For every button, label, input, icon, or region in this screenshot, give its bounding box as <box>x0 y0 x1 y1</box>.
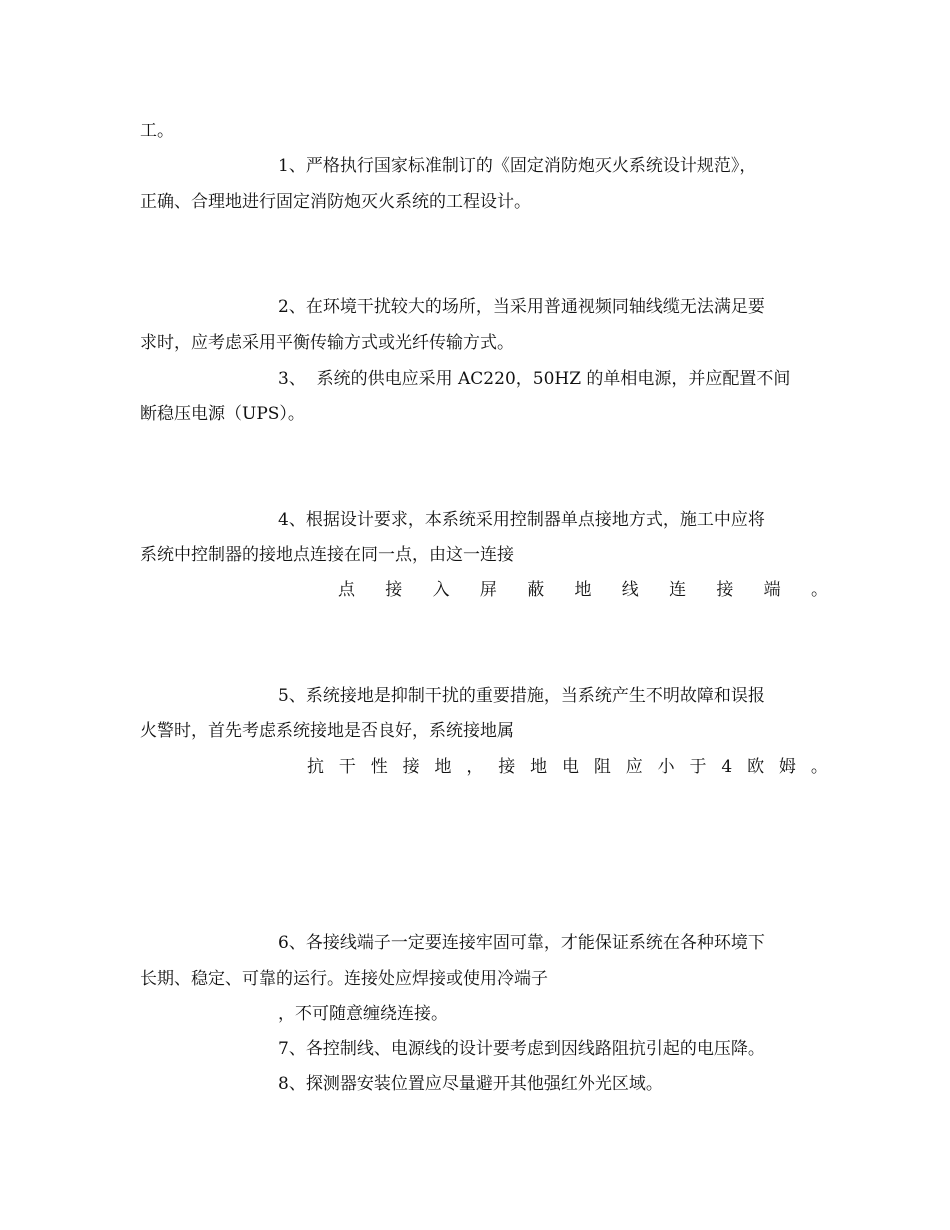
paragraph-6-line-2: 长期、稳定、可靠的运行。连接处应焊接或使用冷端子 <box>140 969 548 989</box>
paragraph-5-line-3: 抗 干 性 接 地 ， 接 地 电 阻 应 小 于 4 欧 姆 。 <box>307 757 828 777</box>
paragraph-1-line-1: 1、严格执行国家标准制订的《固定消防炮灭火系统设计规范》， <box>278 156 757 176</box>
paragraph-3-line-1: 3、 系统的供电应采用 AC220，50HZ 的单相电源，并应配置不间 <box>278 369 791 389</box>
paragraph-0-line-1: 工。 <box>140 121 174 141</box>
paragraph-4-line-2: 系统中控制器的接地点连接在同一点，由这一连接 <box>140 545 514 565</box>
paragraph-4-line-1: 4、根据设计要求，本系统采用控制器单点接地方式，施工中应将 <box>278 510 765 530</box>
paragraph-1-line-2: 正确、合理地进行固定消防炮灭火系统的工程设计。 <box>140 192 531 212</box>
paragraph-4-line-3: 点 接 入 屏 蔽 地 线 连 接 端 。 <box>338 580 828 600</box>
paragraph-7-line-1: 7、各控制线、电源线的设计要考虑到因线路阻抗引起的电压降。 <box>278 1039 765 1059</box>
paragraph-3-line-2: 断稳压电源（UPS）。 <box>140 404 305 424</box>
paragraph-2-line-1: 2、在环境干扰较大的场所，当采用普通视频同轴线缆无法满足要 <box>278 297 765 317</box>
paragraph-6-line-1: 6、各接线端子一定要连接牢固可靠，才能保证系统在各种环境下 <box>278 933 765 953</box>
paragraph-2-line-2: 求时，应考虑采用平衡传输方式或光纤传输方式。 <box>140 333 514 353</box>
paragraph-5-line-2: 火警时，首先考虑系统接地是否良好，系统接地属 <box>140 721 514 741</box>
paragraph-5-line-1: 5、系统接地是抑制干扰的重要措施，当系统产生不明故障和误报 <box>278 686 765 706</box>
paragraph-6-line-3: ，不可随意缠绕连接。 <box>278 1004 448 1024</box>
paragraph-8-line-1: 8、探测器安装位置应尽量避开其他强红外光区域。 <box>278 1074 663 1094</box>
